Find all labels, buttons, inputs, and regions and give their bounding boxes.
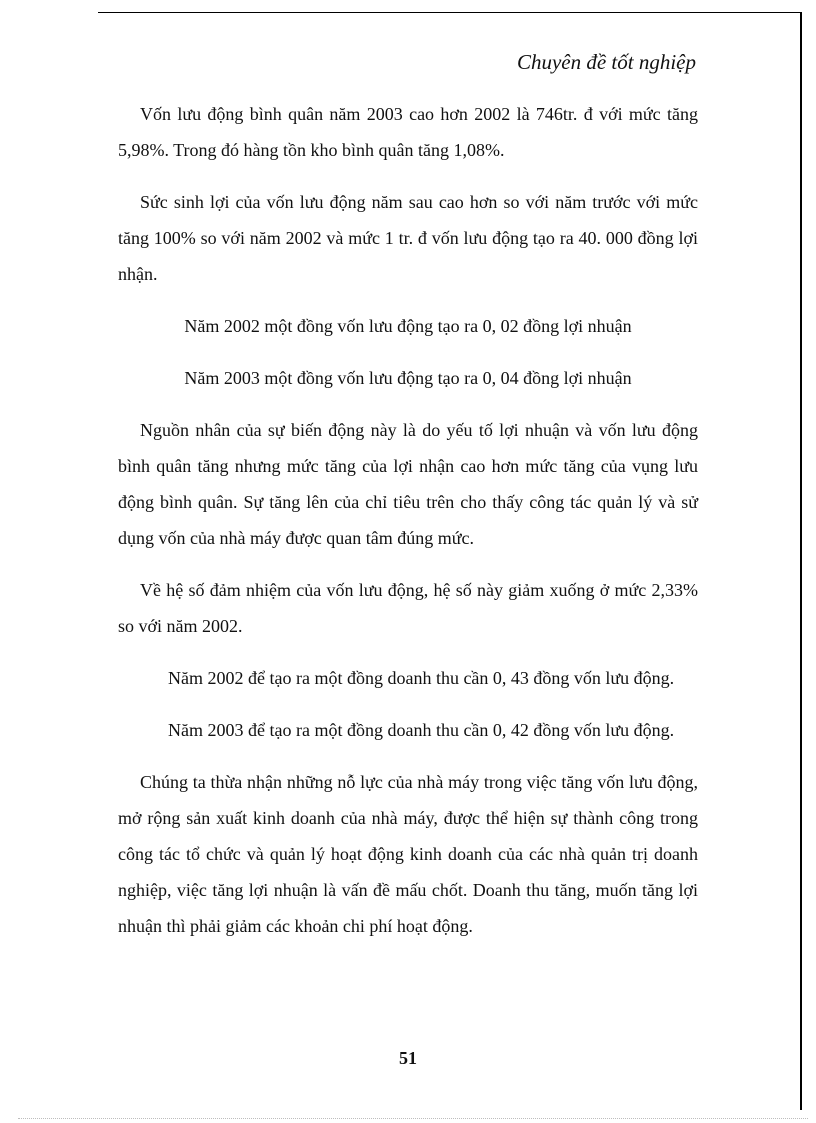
page-number: 51 <box>399 1048 417 1068</box>
page-border-right <box>800 12 802 1110</box>
paragraph-profitability: Sức sinh lợi của vốn lưu động năm sau cao hơn so với năm trước với mức tăng 100% so với năm 2002 và mức 1 tr. đ vốn lưu động tạo ra 40. 000 đồng lợi nhận. <box>118 192 698 284</box>
paragraph-2002-profit-ratio: Năm 2002 một đồng vốn lưu động tạo ra 0, 02 đồng lợi nhuận <box>184 316 632 336</box>
paragraph-2003-profit-ratio: Năm 2003 một đồng vốn lưu động tạo ra 0, 04 đồng lợi nhuận <box>184 368 632 388</box>
page-border-bottom-dotted <box>18 1118 808 1119</box>
paragraph-conclusion: Chúng ta thừa nhận những nỗ lực của nhà máy trong việc tăng vốn lưu động, mở rộng sản xuất kinh doanh của nhà máy, được thể hiện sự thành công trong công tác tổ chức và quản lý hoạt động kinh doanh của các nhà quản trị doanh nghiệp, việc tăng lợi nhuận là vấn đề mấu chốt. Doanh thu tăng, muốn tăng lợi nhuận thì phải giảm các khoản chi phí hoạt động. <box>118 772 698 936</box>
document-body <box>118 96 698 960</box>
page-border-top <box>98 12 801 13</box>
paragraph-2002-revenue-ratio: Năm 2002 để tạo ra một đồng doanh thu cần 0, 43 đồng vốn lưu động. <box>168 668 675 688</box>
paragraph-working-capital: Vốn lưu động bình quân năm 2003 cao hơn 2002 là 746tr. đ với mức tăng 5,98%. Trong đó hàng tồn kho bình quân tăng 1,08%. <box>118 104 698 160</box>
paragraph-2003-revenue-ratio: Năm 2003 để tạo ra một đồng doanh thu cần 0, 42 đồng vốn lưu động. <box>168 720 675 740</box>
paragraph-coefficient: Về hệ số đảm nhiệm của vốn lưu động, hệ số này giảm xuống ở mức 2,33% so với năm 2002. <box>118 580 698 636</box>
running-header: Chuyên đề tốt nghiệp <box>516 50 696 74</box>
paragraph-cause: Nguồn nhân của sự biến động này là do yếu tố lợi nhuận và vốn lưu động bình quân tăng nhưng mức tăng của lợi nhận cao hơn mức tăng của vụng lưu động bình quân. Sự tăng lên của chỉ tiêu trên cho thấy công tác quản lý và sử dụng vốn của nhà máy được quan tâm đúng mức. <box>118 420 698 548</box>
